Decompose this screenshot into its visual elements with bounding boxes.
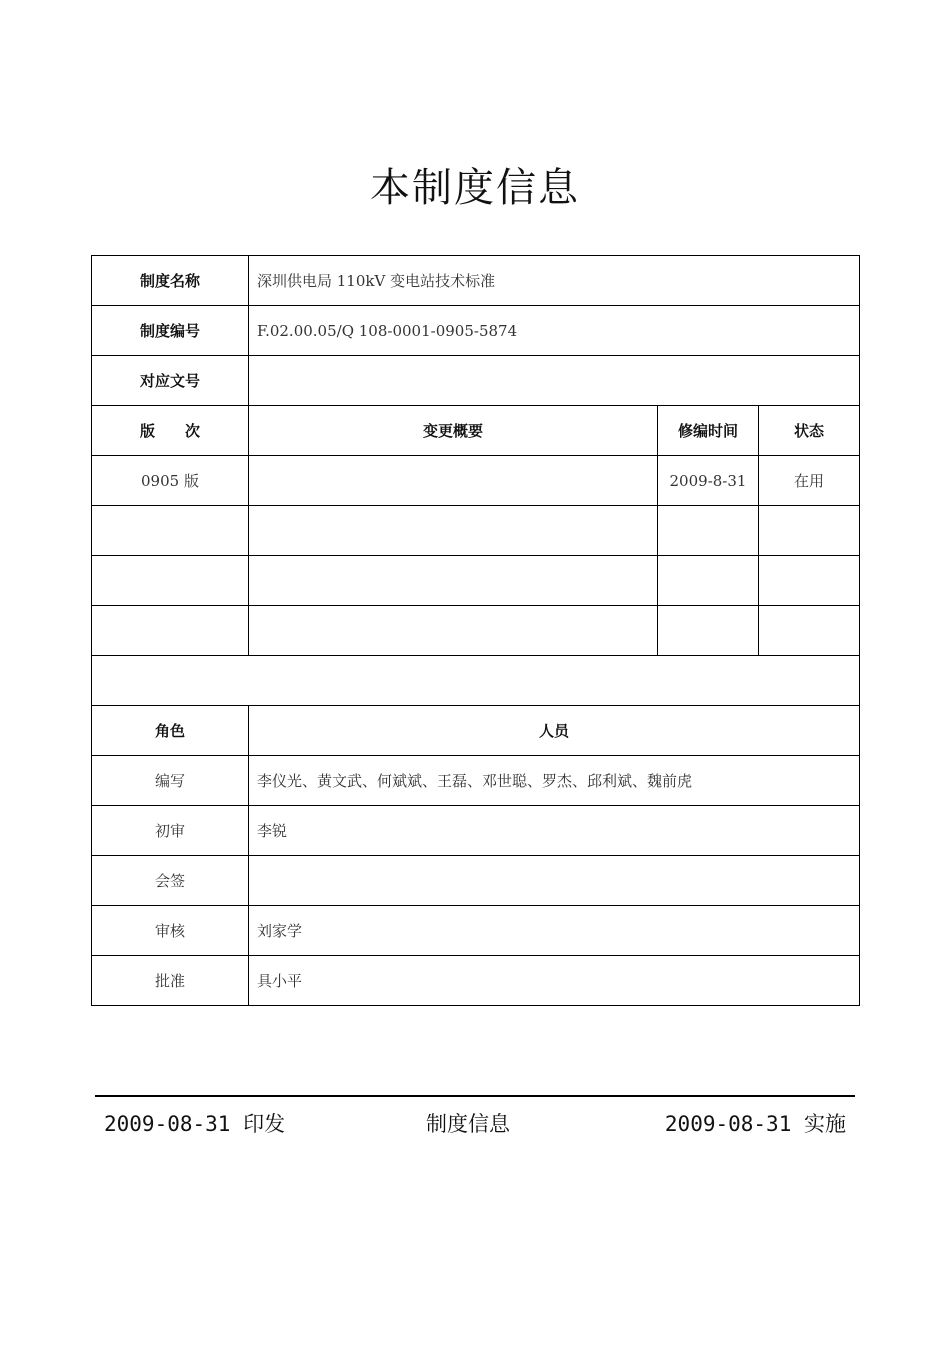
status-cell bbox=[759, 556, 860, 606]
status-header: 状态 bbox=[759, 406, 860, 456]
effective-label: 实施 bbox=[804, 1112, 846, 1136]
people-cell: 李锐 bbox=[249, 806, 860, 856]
issue-label: 印发 bbox=[243, 1112, 286, 1136]
version-cell bbox=[92, 506, 249, 556]
name-label: 制度名称 bbox=[92, 256, 249, 306]
spacer-row bbox=[92, 656, 860, 706]
doc-row bbox=[92, 356, 860, 406]
people-cell: 刘家学 bbox=[249, 906, 860, 956]
issue-date: 2009-08-31 bbox=[104, 1112, 231, 1136]
effective-date: 2009-08-31 bbox=[664, 1112, 792, 1136]
people-cell: 李仪光、黄文武、何斌斌、王磊、邓世聪、罗杰、邱利斌、魏前虎 bbox=[249, 756, 860, 806]
role-cell: 初审 bbox=[92, 806, 249, 856]
date-cell bbox=[658, 506, 759, 556]
regulation-info-table bbox=[91, 255, 860, 1006]
role-cell: 审核 bbox=[92, 906, 249, 956]
doc-value bbox=[249, 356, 860, 406]
change-cell bbox=[249, 506, 658, 556]
date-cell bbox=[658, 606, 759, 656]
role-cell: 编写 bbox=[92, 756, 249, 806]
version-row bbox=[92, 556, 860, 606]
role-cell: 会签 bbox=[92, 856, 249, 906]
name-row bbox=[92, 256, 860, 306]
version-header: 版 次 bbox=[92, 406, 249, 456]
edit-time-header: 修编时间 bbox=[658, 406, 759, 456]
people-cell bbox=[249, 856, 860, 906]
status-cell bbox=[759, 606, 860, 656]
version-cell bbox=[92, 556, 249, 606]
version-header-row bbox=[92, 406, 860, 456]
role-row bbox=[92, 756, 860, 806]
role-row bbox=[92, 956, 860, 1006]
code-value: F.02.00.05/Q 108-0001-0905-5874 bbox=[249, 306, 860, 356]
role-row bbox=[92, 806, 860, 856]
people-cell: 具小平 bbox=[249, 956, 860, 1006]
spacer-cell bbox=[92, 656, 860, 706]
people-header: 人员 bbox=[249, 706, 860, 756]
status-cell bbox=[759, 506, 860, 556]
doc-label: 对应文号 bbox=[92, 356, 249, 406]
code-row bbox=[92, 306, 860, 356]
code-label: 制度编号 bbox=[92, 306, 249, 356]
version-cell: 0905 版 bbox=[92, 456, 249, 506]
date-cell bbox=[658, 556, 759, 606]
footer-center-title: 制度信息 bbox=[426, 1112, 510, 1136]
footer-effective bbox=[665, 1108, 846, 1138]
change-header: 变更概要 bbox=[249, 406, 658, 456]
role-row bbox=[92, 906, 860, 956]
version-cell bbox=[92, 606, 249, 656]
role-header-row bbox=[92, 706, 860, 756]
version-row bbox=[92, 606, 860, 656]
version-row bbox=[92, 456, 860, 506]
footer-divider bbox=[95, 1095, 855, 1097]
role-header: 角色 bbox=[92, 706, 249, 756]
version-row bbox=[92, 506, 860, 556]
status-cell: 在用 bbox=[759, 456, 860, 506]
page-title: 本制度信息 bbox=[370, 165, 580, 211]
role-row bbox=[92, 856, 860, 906]
date-cell: 2009-8-31 bbox=[658, 456, 759, 506]
change-cell bbox=[249, 456, 658, 506]
role-cell: 批准 bbox=[92, 956, 249, 1006]
change-cell bbox=[249, 606, 658, 656]
name-value: 深圳供电局 110kV 变电站技术标准 bbox=[249, 256, 860, 306]
change-cell bbox=[249, 556, 658, 606]
